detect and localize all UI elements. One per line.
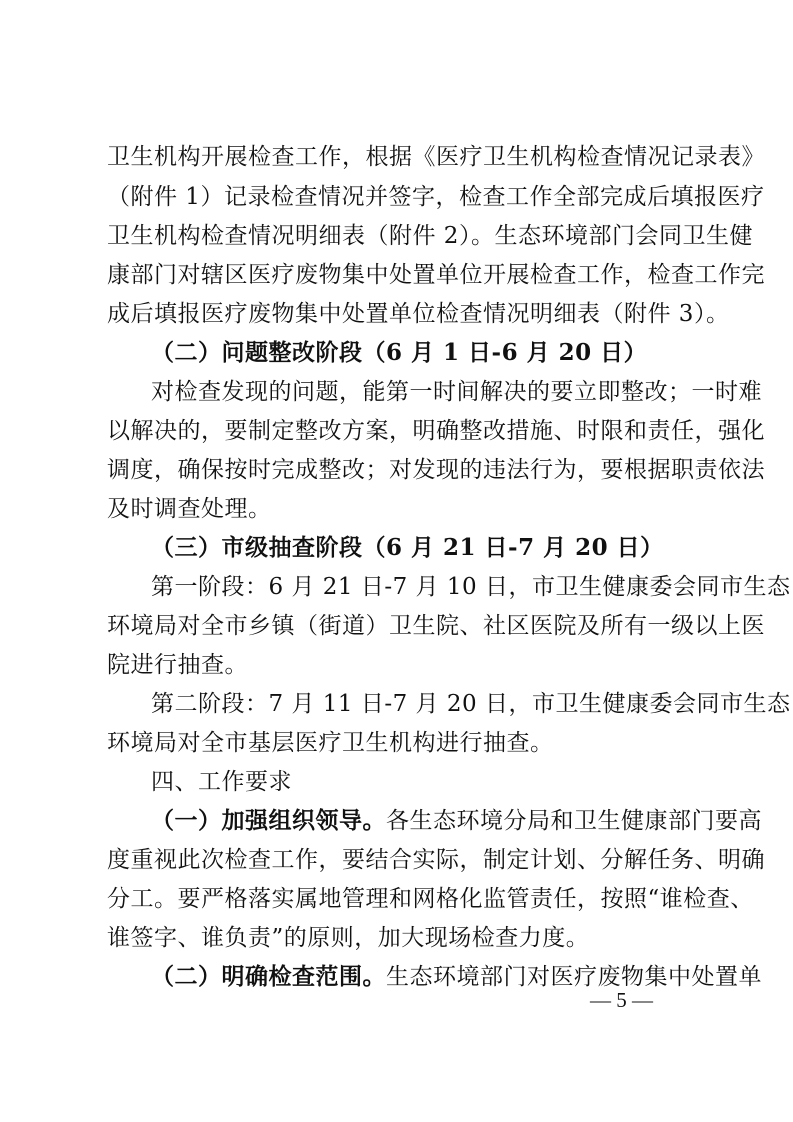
text-line: 度重视此次检查工作，要结合实际，制定计划、分解任务、明确 [107,847,765,873]
section-heading: 四、工作要求 [151,769,292,795]
text-line: 成后填报医疗废物集中处置单位检查情况明细表（附件 3）。 [107,301,730,327]
text-run: 生态环境部门对医疗废物集中处置单 [386,964,762,990]
text-line: 环境局对全市基层医疗卫生机构进行抽查。 [107,730,554,756]
paragraph-first-line [151,804,762,842]
text-line: 谁签字、谁负责”的原则，加大现场检查力度。 [107,925,590,951]
text-line: 第一阶段：6 月 21 日-7 月 10 日，市卫生健康委会同市生态 [151,574,791,600]
text-line: 第二阶段：7 月 11 日-7 月 20 日，市卫生健康委会同市生态 [151,691,791,717]
text-line: 卫生机构开展检查工作，根据《医疗卫生机构检查情况记录表》 [107,144,765,170]
page-number: — 5 — [590,988,653,1012]
text-line: （附件 1）记录检查情况并签字，检查工作全部完成后填报医疗 [107,184,765,210]
text-line: 调度，确保按时完成整改；对发现的违法行为，要根据职责依法 [107,457,765,483]
text-line: 康部门对辖区医疗废物集中处置单位开展检查工作，检查工作完 [107,262,765,288]
section-heading: （三）市级抽查阶段（6 月 21 日-7 月 20 日） [151,534,664,561]
text-line: 对检查发现的问题，能第一时间解决的要立即整改；一时难 [151,379,762,405]
text-line: 分工。要严格落实属地管理和网格化监管责任，按照“谁检查、 [107,886,754,912]
text-line: 院进行抽查。 [107,652,248,678]
text-line: 以解决的，要制定整改方案，明确整改措施、时限和责任，强化 [107,418,765,444]
text-line: 卫生机构检查情况明细表（附件 2）。生态环境部门会同卫生健 [107,223,753,249]
bold-lead: （一）加强组织领导。 [151,807,386,834]
section-heading: （二）问题整改阶段（6 月 1 日-6 月 20 日） [151,339,648,366]
text-line: 及时调查处理。 [107,496,272,522]
text-line: 环境局对全市乡镇（街道）卫生院、社区医院及所有一级以上医 [107,613,765,639]
text-run: 各生态环境分局和卫生健康部门要高 [386,808,762,834]
bold-lead: （二）明确检查范围。 [151,963,386,990]
